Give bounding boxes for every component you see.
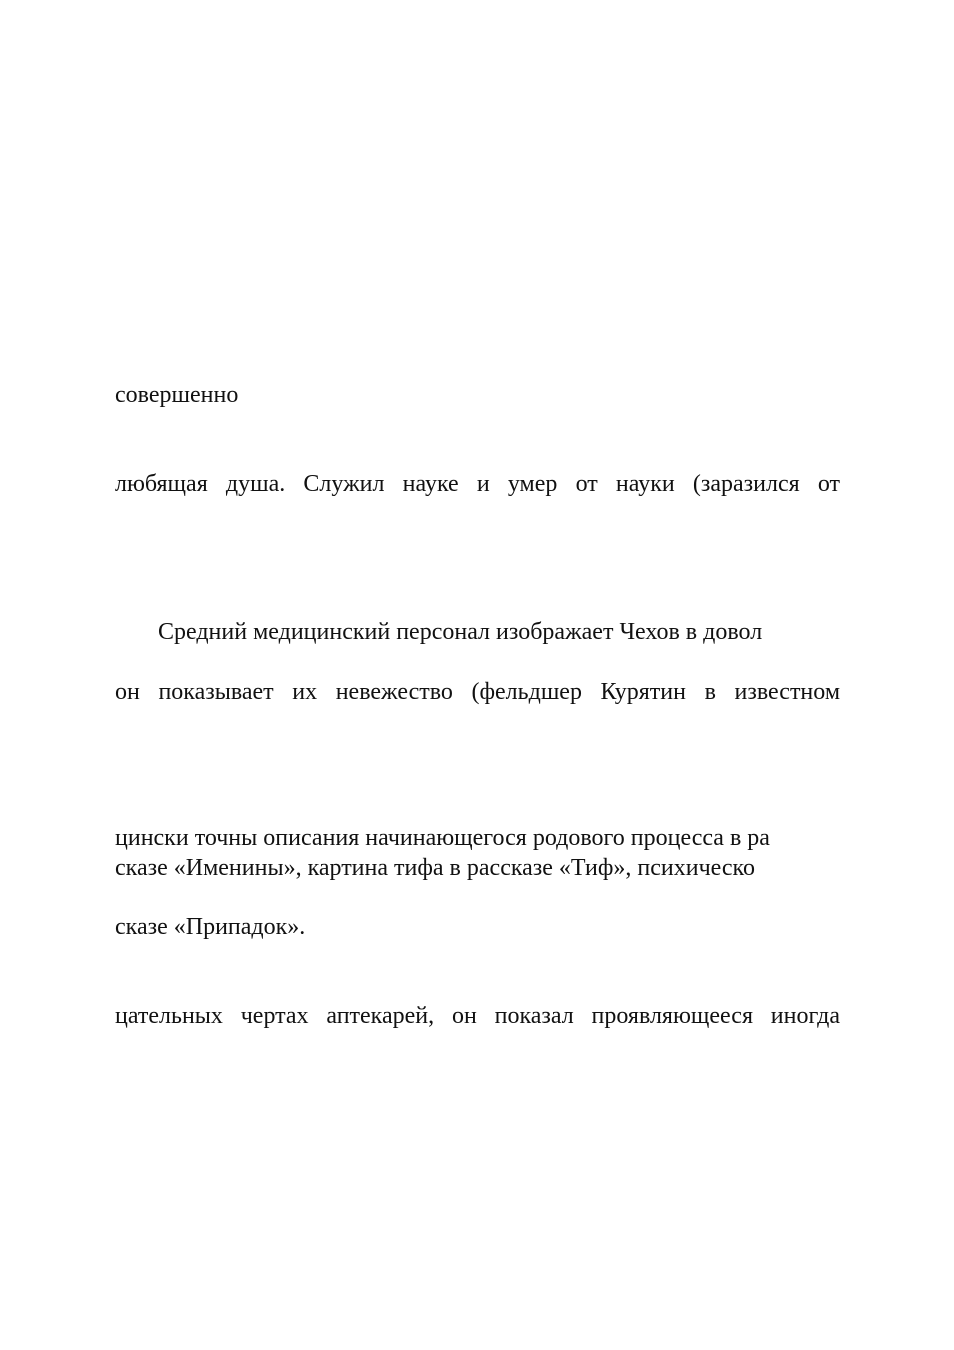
text-line-6: сказе «Именины», картина тифа в рассказе «Тиф», психическо: [115, 855, 755, 881]
text-line-3: Средний медицинский персонал изображает Чехов в довол: [158, 619, 763, 645]
text-line-1: совершенно: [115, 382, 239, 408]
text-line-5: цински точны описания начинающегося родового процесса в ра: [115, 825, 770, 851]
text-line-4: он показывает их невежество (фельдшер Курятин в известном: [115, 679, 840, 705]
text-line-2: любящая душа. Служил науке и умер от науки (заразился от: [115, 471, 840, 497]
text-line-8: цательных чертах аптекарей, он показал проявляющееся иногда: [115, 1003, 840, 1029]
text-line-7: сказе «Припадок».: [115, 914, 306, 940]
